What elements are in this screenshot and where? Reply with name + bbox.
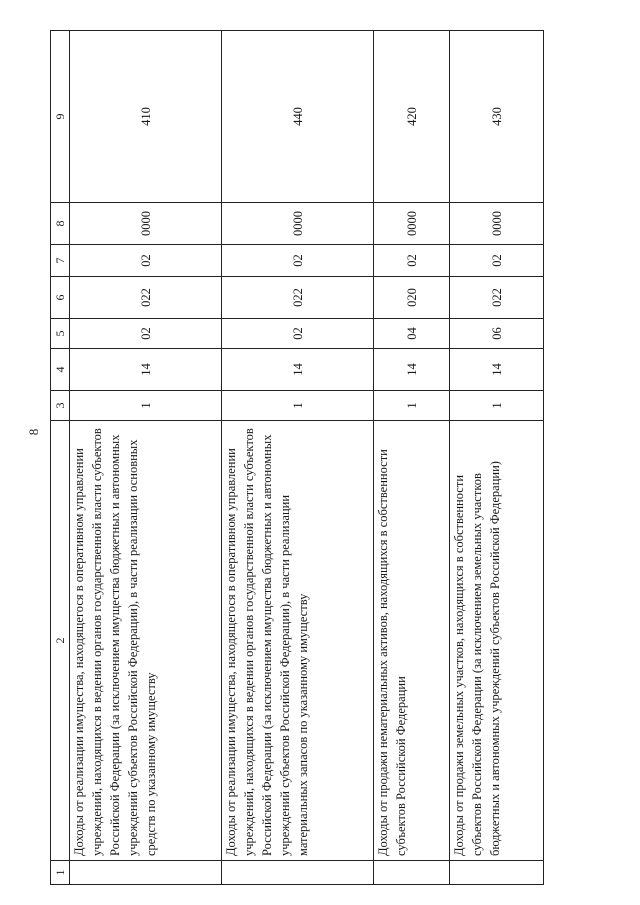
revenue-codes-table [50,30,544,885]
table-header-row [51,31,70,885]
column-header: 6 [51,277,70,319]
table-cell: 1 [70,391,222,421]
table-cell: 420 [374,31,450,203]
table-cell: 02 [222,319,374,349]
table-cell: 1 [374,391,450,421]
page-number: 8 [26,428,41,436]
rotated-table-wrapper [50,30,540,885]
table-cell [450,861,544,885]
table-cell: 14 [70,349,222,391]
table-cell: 430 [450,31,544,203]
table-row [222,31,374,885]
column-header: 5 [51,319,70,349]
table-cell: 1 [450,391,544,421]
table-cell [374,861,450,885]
column-header: 3 [51,391,70,421]
table-cell: 02 [70,319,222,349]
table-cell: 14 [450,349,544,391]
table-cell [70,861,222,885]
row-description: Доходы от реализации имущества, находящегося в оперативном управлении учреждений, находящихся в ведении органов государственной власти субъектов Российской Федерации (за исключением имущества бюджетных и автономных учреждений субъектов Российской Федерации), в части реализации основных средств по указанному имуществу [70,421,222,861]
table-cell: 02 [374,245,450,277]
row-description: Доходы от реализации имущества, находящегося в оперативном управлении учреждений, находящихся в ведении органов государственной власти субъектов Российской Федерации (за исключением имущества бюджетных и автономных учреждений субъектов Российской Федерации), в части реализации материальных запасов по указанному имуществу [222,421,374,861]
table-cell: 02 [70,245,222,277]
column-header: 7 [51,245,70,277]
column-header: 4 [51,349,70,391]
table-cell: 0000 [222,203,374,245]
table-cell: 02 [222,245,374,277]
table-cell: 06 [450,319,544,349]
column-header: 1 [51,861,70,885]
column-header: 8 [51,203,70,245]
table-cell: 14 [222,349,374,391]
column-header: 9 [51,31,70,203]
table-cell: 022 [450,277,544,319]
table-cell: 1 [222,391,374,421]
table-cell [222,861,374,885]
table-row [374,31,450,885]
table-cell: 0000 [70,203,222,245]
table-cell: 022 [222,277,374,319]
table-cell: 0000 [450,203,544,245]
table-cell: 022 [70,277,222,319]
table-cell: 410 [70,31,222,203]
table-cell: 02 [450,245,544,277]
table-row [450,31,544,885]
column-header: 2 [51,421,70,861]
table-cell: 0000 [374,203,450,245]
row-description: Доходы от продажи нематериальных активов, находящихся в собственности субъектов Российской Федерации [374,421,450,861]
row-description: Доходы от продажи земельных участков, находящихся в собственности субъектов Российской Федерации (за исключением земельных участков бюджетных и автономных учреждений субъектов Российской Федерации) [450,421,544,861]
table-cell: 04 [374,319,450,349]
table-row [70,31,222,885]
table-cell: 440 [222,31,374,203]
table-cell: 020 [374,277,450,319]
table-cell: 14 [374,349,450,391]
